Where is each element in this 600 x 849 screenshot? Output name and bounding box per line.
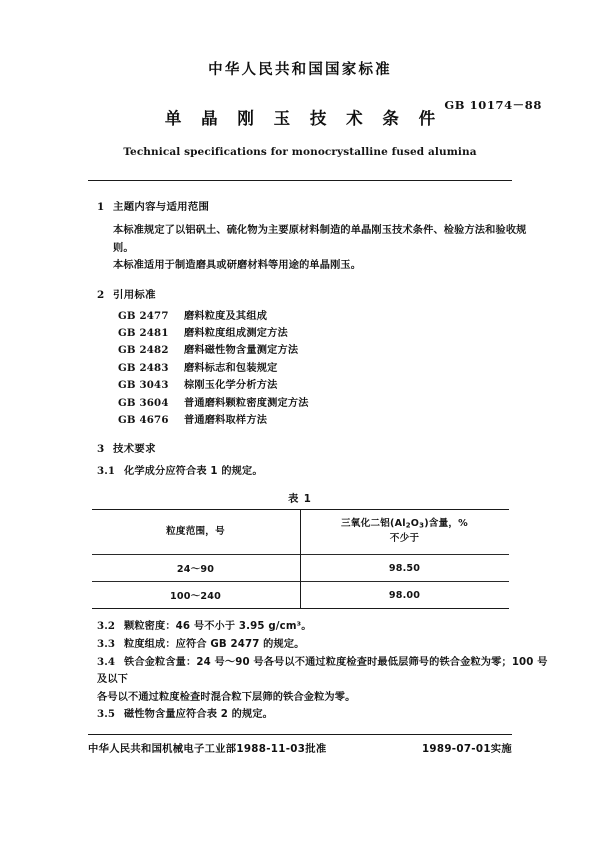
clause-3-5 [97, 706, 550, 724]
reference-code: GB 2483 [118, 361, 169, 374]
reference-code: GB 3604 [118, 396, 169, 409]
cell-size-range: 100～240 [92, 582, 301, 609]
clause-text-3-4-line-1: 铁合金粒含量：24 号～90 号各号以不通过粒度检查时最低层筛号的铁合金粒为零；100 号及以下 [97, 656, 548, 686]
reference-name: 普通磨料颗粒密度测定方法 [184, 397, 309, 409]
table-row [92, 582, 509, 609]
reference-name: 磨料标志和包装规定 [184, 362, 278, 374]
list-item [118, 308, 600, 325]
section-heading-3 [97, 440, 600, 455]
section-number-2: 2 [97, 288, 105, 301]
footer-divider [88, 734, 512, 735]
reference-standards-list [118, 308, 600, 430]
reference-name: 棕刚玉化学分析方法 [184, 380, 278, 392]
section-heading-1 [97, 198, 600, 213]
document-body [0, 198, 600, 724]
table-row [92, 555, 509, 582]
cell-alumina-value: 98.00 [300, 582, 509, 609]
cell-size-range: 24～90 [92, 555, 301, 582]
reference-code: GB 2482 [118, 344, 169, 357]
section-title-3: 技术要求 [113, 443, 156, 456]
reference-code: GB 2481 [118, 326, 169, 339]
column-header-alumina-label: 三氧化二铝$(Al_2O_3)$含量，% [341, 517, 468, 530]
reference-name: 磨料粒度组成测定方法 [184, 327, 288, 339]
section-number-3: 3 [97, 443, 105, 456]
clause-text-3-1: 化学成分应符合表 1 的规定。 [124, 466, 263, 478]
list-item [118, 377, 600, 394]
list-item [118, 342, 600, 359]
national-standard-label: 中华人民共和国国家标准 [208, 62, 392, 78]
clause-number-3-1: 3.1 [97, 465, 116, 478]
section-heading-2 [97, 286, 600, 301]
reference-name: 磨料磁性物含量测定方法 [184, 345, 299, 357]
clause-number-3-2: 3.2 [97, 620, 116, 633]
reference-code: GB 2477 [118, 309, 169, 322]
cell-alumina-value: 98.50 [300, 555, 509, 582]
footer-effective-date: 1989-07-01实施 [421, 743, 512, 755]
clause-number-3-4: 3.4 [97, 655, 116, 668]
section-title-2: 引用标准 [113, 288, 156, 301]
clause-number-3-3: 3.3 [97, 638, 116, 651]
table-1 [92, 509, 509, 610]
clause-text-3-3: 粒度组成：应符合 GB 2477 的规定。 [124, 639, 305, 651]
clause-3-4 [97, 654, 550, 689]
table-1-caption: 表 1 [288, 493, 312, 505]
page-title: 单 晶 刚 玉 技 术 条 件 [164, 109, 443, 128]
column-header-size-range: 粒度范围，号 [92, 509, 301, 555]
clause-text-3-4-line-2: 各号以不通过粒度检查时混合粒下层筛的铁合金粒为零。 [97, 691, 356, 703]
standard-number: GB 10174－88 [444, 98, 542, 112]
clause-number-3-5: 3.5 [97, 708, 116, 721]
clause-3-1 [97, 463, 550, 481]
reference-code: GB 3043 [118, 379, 169, 392]
list-item [118, 360, 600, 377]
list-item [118, 412, 600, 429]
column-header-alumina-sublabel: 不少于 [389, 533, 420, 545]
section-1-paragraph-2: 本标准适用于制造磨具或研磨材料等用途的单晶刚玉。 [113, 260, 362, 271]
list-item [118, 395, 600, 412]
column-header-alumina-content [300, 509, 509, 555]
section-number-1: 1 [97, 201, 105, 213]
clause-text-3-2: 颗粒密度：46 号不小于 3.95 g/cm³。 [124, 621, 312, 633]
reference-code: GB 4676 [118, 413, 169, 426]
section-1-paragraph-1: 本标准规定了以铝矾土、硫化物为主要原材料制造的单晶刚玉技术条件、检验方法和验收规则。 [113, 225, 527, 254]
clause-3-3 [97, 636, 550, 654]
reference-name: 磨料粒度及其组成 [184, 310, 268, 322]
footer-approval-text: 中华人民共和国机械电子工业部1988-11-03批准 [88, 743, 327, 755]
reference-name: 普通磨料取样方法 [184, 414, 268, 426]
document-footer [88, 740, 512, 755]
clause-text-3-5: 磁性物含量应符合表 2 的规定。 [124, 709, 274, 721]
english-title: Technical specifications for monocrystalline fused alumina [123, 146, 477, 158]
document-header [0, 58, 600, 158]
header-divider [88, 180, 512, 181]
section-title-1: 主题内容与适用范围 [113, 201, 210, 213]
list-item [118, 325, 600, 342]
clause-3-2 [97, 618, 550, 636]
table-header-row [92, 509, 509, 555]
